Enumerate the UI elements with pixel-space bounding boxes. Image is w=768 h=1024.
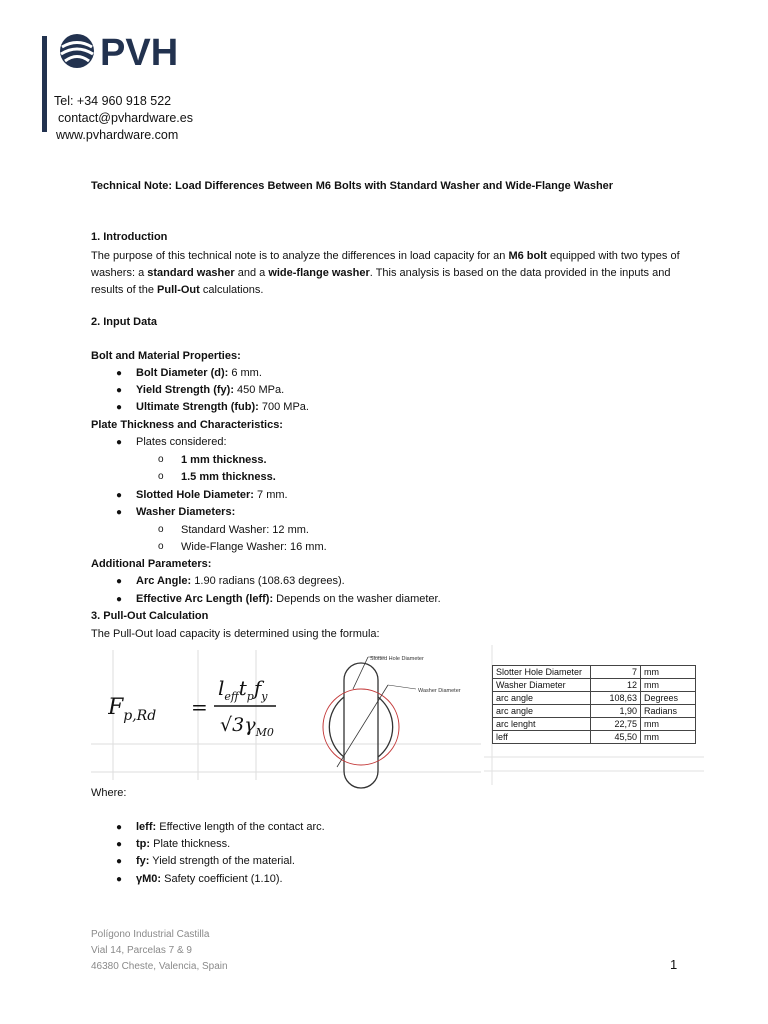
pullout-text: The Pull-Out load capacity is determined using the formula: [91, 628, 380, 640]
svg-text:Slotted Hole Diameter: Slotted Hole Diameter [370, 656, 424, 662]
sub-bullet: o [158, 454, 164, 465]
where-label: Where: [91, 787, 127, 799]
pullout-formula [108, 670, 278, 740]
contact-web: www.pvhardware.com [56, 128, 179, 142]
bullet: ● [116, 874, 123, 885]
where-fy: fy: Yield strength of the material. [136, 855, 295, 867]
contact-tel: Tel: +34 960 918 522 [54, 94, 172, 108]
washer-slot-diagram [310, 645, 485, 790]
pullout-heading: 3. Pull-Out Calculation [91, 610, 209, 622]
page-number: 1 [670, 957, 678, 972]
footer-line-2: Vial 14, Parcelas 7 & 9 [91, 945, 192, 956]
where-gamma: γM0: Safety coefficient (1.10). [136, 873, 283, 885]
pvh-logo [56, 30, 196, 74]
bullet: ● [116, 402, 123, 413]
bullet: ● [116, 437, 123, 448]
input-heading: 2. Input Data [91, 316, 158, 328]
arc-angle-item: Arc Angle: 1.90 radians (108.63 degrees). [136, 575, 345, 587]
bullet: ● [116, 839, 123, 850]
logo-globe-icon [60, 34, 94, 68]
table-row: arc angle 108,63 Degrees [493, 692, 696, 705]
slotted-hole-item: Slotted Hole Diameter: 7 mm. [136, 489, 288, 501]
contact-block [54, 93, 193, 144]
where-tp: tp: Plate thickness. [136, 838, 231, 850]
footer-address [91, 927, 228, 975]
svg-text:√3γM0: $√3\gamma_{M0}$ [220, 714, 274, 739]
svg-text:Washer Diameter: Washer Diameter [418, 688, 461, 694]
parameters-table [492, 665, 696, 744]
table-row: arc lenght 22,75 mm [493, 718, 696, 731]
bolt-diameter-item: Bolt Diameter (d): 6 mm. [136, 367, 262, 379]
ultimate-strength-item: Ultimate Strength (fub): 700 MPa. [136, 401, 309, 413]
washer-diameters-item: Washer Diameters: [136, 506, 236, 518]
additional-heading: Additional Parameters: [91, 558, 212, 570]
bullet: ● [116, 368, 123, 379]
bullet: ● [116, 856, 123, 867]
footer-line-3: 46380 Cheste, Valencia, Spain [91, 961, 228, 972]
svg-text:Fp,Rd: $F_{p,Rd}$ [108, 695, 157, 724]
plate-heading: Plate Thickness and Characteristics: [91, 419, 283, 431]
washer-wide: Wide-Flange Washer: 16 mm. [181, 541, 327, 553]
yield-strength-item: Yield Strength (fy): 450 MPa. [136, 384, 285, 396]
sub-bullet: o [158, 471, 164, 482]
bullet: ● [116, 385, 123, 396]
plate-1-5mm: 1.5 mm thickness. [181, 471, 276, 483]
plates-considered: Plates considered: [136, 436, 227, 448]
bullet: ● [116, 507, 123, 518]
plate-1mm: 1 mm thickness. [181, 454, 267, 466]
svg-text:=: = [191, 695, 208, 719]
bullet: ● [116, 594, 123, 605]
table-row: Slotter Hole Diameter 7 mm [493, 666, 696, 679]
where-leff: leff: Effective length of the contact arc. [136, 821, 325, 833]
brand-sidebar-bar [42, 36, 47, 132]
table-row: Washer Diameter 12 mm [493, 679, 696, 692]
table-row: arc angle 1,90 Radians [493, 705, 696, 718]
intro-paragraph: The purpose of this technical note is to analyze the differences in load capacity for an M6 bolt equipped with two types of washers: a standard washer and a wide-flange washer. This analysis is based on the data provided in the inputs and results of the Pull-Out calculations. [91, 250, 680, 296]
bullet: ● [116, 490, 123, 501]
contact-email: contact@pvhardware.es [58, 111, 193, 125]
effective-arc-item: Effective Arc Length (leff): Depends on the washer diameter. [136, 593, 441, 605]
bullet: ● [116, 576, 123, 587]
table-row: leff 45,50 mm [493, 731, 696, 744]
bolt-properties-heading: Bolt and Material Properties: [91, 350, 241, 362]
intro-heading: 1. Introduction [91, 231, 168, 243]
sub-bullet: o [158, 541, 164, 552]
svg-text:PVH: PVH [100, 32, 179, 74]
svg-text:lefftpfy: $l_{eff}t_pf_y$ [218, 676, 268, 703]
footer-line-1: Polígono Industrial Castilla [91, 929, 210, 940]
bullet: ● [116, 822, 123, 833]
sub-bullet: o [158, 524, 164, 535]
document-title: Technical Note: Load Differences Between M6 Bolts with Standard Washer and Wide-Flange Washer [91, 180, 614, 192]
washer-standard: Standard Washer: 12 mm. [181, 524, 309, 536]
